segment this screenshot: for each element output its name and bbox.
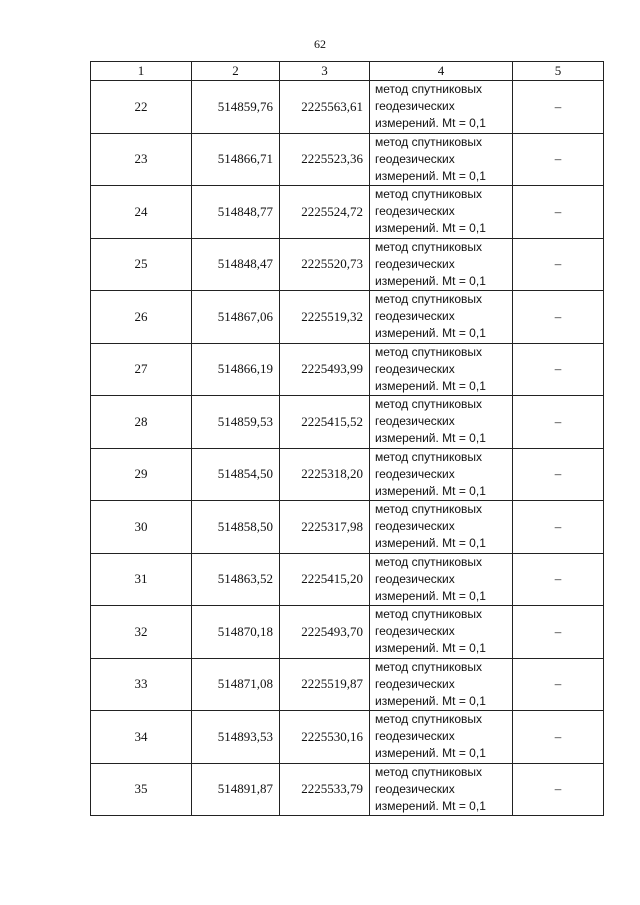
method-cell <box>370 238 513 291</box>
method-text-line: метод спутниковых <box>375 239 483 254</box>
y-coordinate-cell: 2225530,16 <box>280 711 370 764</box>
method-text-line: геодезических <box>375 361 455 376</box>
method-text-line: метод спутниковых <box>375 397 483 412</box>
x-coordinate-cell: 514858,50 <box>192 501 280 554</box>
method-text-line: метод спутниковых <box>375 502 483 517</box>
method-text-line: геодезических <box>375 676 455 691</box>
x-coordinate-cell: 514854,50 <box>192 448 280 501</box>
x-coordinate-cell: 514891,87 <box>192 763 280 816</box>
table-row <box>91 711 604 764</box>
point-number-cell: 24 <box>91 186 192 239</box>
method-cell <box>370 186 513 239</box>
coordinates-table <box>90 61 604 816</box>
method-text-line: измерений. Mt = 0,1 <box>375 588 486 603</box>
method-text-line: измерений. Mt = 0,1 <box>375 431 486 446</box>
method-text-line: измерений. Mt = 0,1 <box>375 326 486 341</box>
column-header: 2 <box>192 62 280 81</box>
method-text-line: геодезических <box>375 781 455 796</box>
y-coordinate-cell: 2225519,32 <box>280 291 370 344</box>
method-text-line: геодезических <box>375 624 455 639</box>
method-text-line: метод спутниковых <box>375 607 483 622</box>
column-5-cell: – <box>513 553 604 606</box>
point-number-cell: 31 <box>91 553 192 606</box>
x-coordinate-cell: 514866,19 <box>192 343 280 396</box>
table-row <box>91 448 604 501</box>
page-number: 62 <box>314 37 326 51</box>
method-text-line: метод спутниковых <box>375 82 483 97</box>
method-cell <box>370 501 513 554</box>
method-text-line: измерений. Mt = 0,1 <box>375 746 486 761</box>
point-number-cell: 29 <box>91 448 192 501</box>
method-text-line: измерений. Mt = 0,1 <box>375 168 486 183</box>
table-row <box>91 553 604 606</box>
column-5-cell: – <box>513 658 604 711</box>
column-5-cell: – <box>513 763 604 816</box>
column-header: 3 <box>280 62 370 81</box>
y-coordinate-cell: 2225519,87 <box>280 658 370 711</box>
method-text-line: геодезических <box>375 414 455 429</box>
method-cell <box>370 343 513 396</box>
point-number-cell: 35 <box>91 763 192 816</box>
method-text-line: геодезических <box>375 151 455 166</box>
method-cell <box>370 553 513 606</box>
method-cell <box>370 658 513 711</box>
method-text-line: измерений. Mt = 0,1 <box>375 378 486 393</box>
column-5-cell: – <box>513 343 604 396</box>
method-text-line: измерений. Mt = 0,1 <box>375 116 486 131</box>
column-5-cell: – <box>513 133 604 186</box>
x-coordinate-cell: 514859,76 <box>192 81 280 134</box>
column-5-cell: – <box>513 238 604 291</box>
method-text-line: метод спутниковых <box>375 344 483 359</box>
y-coordinate-cell: 2225520,73 <box>280 238 370 291</box>
method-text-line: метод спутниковых <box>375 134 483 149</box>
point-number-cell: 23 <box>91 133 192 186</box>
y-coordinate-cell: 2225318,20 <box>280 448 370 501</box>
method-cell <box>370 448 513 501</box>
table-header-row <box>91 62 604 81</box>
y-coordinate-cell: 2225533,79 <box>280 763 370 816</box>
method-text-line: метод спутниковых <box>375 187 483 202</box>
point-number-cell: 22 <box>91 81 192 134</box>
column-5-cell: – <box>513 396 604 449</box>
method-text-line: метод спутниковых <box>375 292 483 307</box>
method-cell <box>370 396 513 449</box>
column-header: 5 <box>513 62 604 81</box>
method-text-line: измерений. Mt = 0,1 <box>375 221 486 236</box>
table-row <box>91 763 604 816</box>
method-text-line: измерений. Mt = 0,1 <box>375 536 486 551</box>
y-coordinate-cell: 2225523,36 <box>280 133 370 186</box>
table-row <box>91 291 604 344</box>
method-cell <box>370 133 513 186</box>
table-row <box>91 501 604 554</box>
method-text-line: метод спутниковых <box>375 659 483 674</box>
method-text-line: геодезических <box>375 204 455 219</box>
x-coordinate-cell: 514863,52 <box>192 553 280 606</box>
column-5-cell: – <box>513 291 604 344</box>
x-coordinate-cell: 514893,53 <box>192 711 280 764</box>
table-row <box>91 658 604 711</box>
table-row <box>91 81 604 134</box>
y-coordinate-cell: 2225415,20 <box>280 553 370 606</box>
x-coordinate-cell: 514866,71 <box>192 133 280 186</box>
table-row <box>91 343 604 396</box>
method-text-line: измерений. Mt = 0,1 <box>375 483 486 498</box>
column-header: 1 <box>91 62 192 81</box>
table-row <box>91 396 604 449</box>
table-row <box>91 606 604 659</box>
method-text-line: измерений. Mt = 0,1 <box>375 693 486 708</box>
column-header: 4 <box>370 62 513 81</box>
method-text-line: метод спутниковых <box>375 554 483 569</box>
method-cell <box>370 711 513 764</box>
method-text-line: измерений. Mt = 0,1 <box>375 798 486 813</box>
method-cell <box>370 606 513 659</box>
method-text-line: геодезических <box>375 99 455 114</box>
table-row <box>91 186 604 239</box>
point-number-cell: 27 <box>91 343 192 396</box>
point-number-cell: 25 <box>91 238 192 291</box>
method-cell <box>370 291 513 344</box>
y-coordinate-cell: 2225524,72 <box>280 186 370 239</box>
y-coordinate-cell: 2225493,70 <box>280 606 370 659</box>
table-row <box>91 133 604 186</box>
y-coordinate-cell: 2225317,98 <box>280 501 370 554</box>
method-text-line: измерений. Mt = 0,1 <box>375 273 486 288</box>
point-number-cell: 32 <box>91 606 192 659</box>
x-coordinate-cell: 514870,18 <box>192 606 280 659</box>
method-text-line: метод спутниковых <box>375 449 483 464</box>
method-text-line: измерений. Mt = 0,1 <box>375 641 486 656</box>
method-text-line: метод спутниковых <box>375 764 483 779</box>
table-row <box>91 238 604 291</box>
column-5-cell: – <box>513 501 604 554</box>
column-5-cell: – <box>513 711 604 764</box>
x-coordinate-cell: 514848,47 <box>192 238 280 291</box>
point-number-cell: 26 <box>91 291 192 344</box>
method-text-line: геодезических <box>375 519 455 534</box>
method-text-line: геодезических <box>375 309 455 324</box>
column-5-cell: – <box>513 81 604 134</box>
method-text-line: геодезических <box>375 729 455 744</box>
method-cell <box>370 763 513 816</box>
x-coordinate-cell: 514871,08 <box>192 658 280 711</box>
column-5-cell: – <box>513 186 604 239</box>
point-number-cell: 28 <box>91 396 192 449</box>
y-coordinate-cell: 2225563,61 <box>280 81 370 134</box>
method-text-line: геодезических <box>375 571 455 586</box>
x-coordinate-cell: 514859,53 <box>192 396 280 449</box>
method-text-line: метод спутниковых <box>375 712 483 727</box>
method-text-line: геодезических <box>375 256 455 271</box>
column-5-cell: – <box>513 448 604 501</box>
point-number-cell: 33 <box>91 658 192 711</box>
point-number-cell: 30 <box>91 501 192 554</box>
y-coordinate-cell: 2225493,99 <box>280 343 370 396</box>
x-coordinate-cell: 514867,06 <box>192 291 280 344</box>
method-cell <box>370 81 513 134</box>
point-number-cell: 34 <box>91 711 192 764</box>
column-5-cell: – <box>513 606 604 659</box>
x-coordinate-cell: 514848,77 <box>192 186 280 239</box>
method-text-line: геодезических <box>375 466 455 481</box>
y-coordinate-cell: 2225415,52 <box>280 396 370 449</box>
